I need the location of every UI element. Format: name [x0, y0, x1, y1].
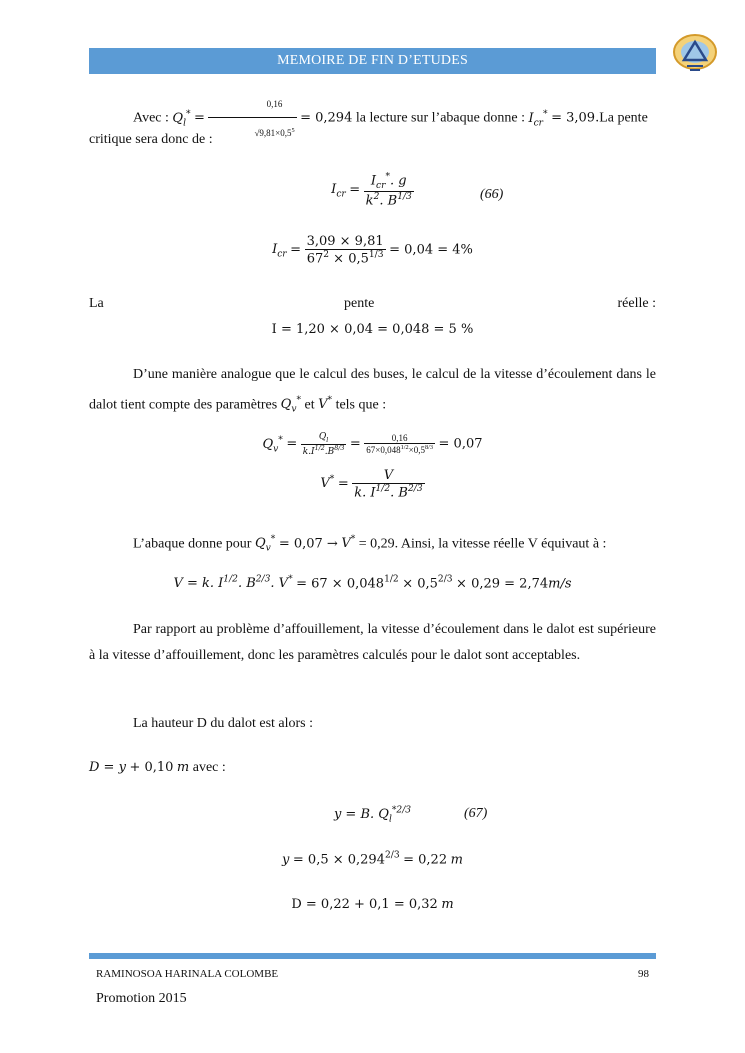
pente-mid: pente: [344, 296, 375, 311]
footer-promotion: Promotion 2015: [96, 991, 187, 1006]
v-result-2: × 0,5: [402, 576, 438, 592]
footer-author: RAMINOSOA HARINALA COLOMBE: [96, 968, 279, 980]
paragraph-vitesse: D’une manière analogue que le calcul des buses, le calcul de la vitesse d’écoulement dans le dalot tient compte des paramètres $Q_v^*$ et V* tels que :: [89, 367, 657, 415]
equation-qv: $Q_v^*$ = $\frac{Q_l}{k.I^{1/2}.B^{8/3}}$ = $\frac{0,16}{67\times 0,048^{1/2}\times 0,5^{8/3}}$ = 0,07: [262, 432, 483, 457]
vitesse-line1: D’une manière analogue que le calcul des buses, le calcul de la vitesse d’écoulement: [133, 367, 613, 382]
footer-divider: [89, 953, 656, 959]
avec-label: Avec :: [133, 110, 169, 126]
equation-v: V = k. $I^{1/2}$. $B^{2/3}$. $V^* = 67 \times 0,048^{1/2} \times 0,5^{2/3} \times 0,29 = 2,74m/s$: [173, 575, 572, 592]
paragraph-affouillement: Par rapport au problème d’affouillement, la vitesse d’écoulement dans le dalot est supérieure à la vitesse d’affouillement, donc les paramètres calculés pour le dalot sont acceptables.: [89, 622, 656, 663]
y-result: = 0,22: [403, 852, 448, 868]
equation-v-star: V* = $\frac{V}{k. I^{1/2}. B^{2/3}}$: [320, 468, 423, 501]
v-result-3: × 0,29 = 2,74: [456, 576, 549, 592]
et-text: et: [304, 397, 315, 413]
equation-icr-numeric: $I_{cr}$ = $\frac{3,09 \times 9,81}{67^2 \times 0,5^{1/3}}$ = 0,04 = 4%: [272, 234, 473, 267]
vitesse-line2a: dans le dalot tient compte des paramètres: [89, 367, 657, 413]
pente-left: La: [89, 296, 104, 311]
icr-result: = 0,04 = 4%: [389, 242, 473, 258]
equation-number-66: (66): [480, 187, 504, 202]
equation-d-final: D = 0,22 + 0,1 = 0,32 m: [291, 897, 454, 912]
fraction-ql: $\frac{0,16}{√9,81\times 0,5^5}$: [208, 91, 296, 146]
equation-67: y = B. $Q_l^{*2/3}$: [333, 806, 412, 825]
equation-d-def: D = y + 0,10 m avec :: [89, 760, 226, 775]
abaque-qv-c: = 0,29. Ainsi, la vitesse réelle V équivaut à :: [358, 536, 607, 552]
vitesse-line2b: tels que :: [335, 397, 387, 413]
paragraph-critique: critique sera donc de :: [89, 132, 213, 147]
qv-result: = 0,07: [438, 436, 483, 452]
university-logo-icon: [672, 30, 718, 80]
equation-number-67: (67): [464, 806, 488, 821]
document-header: MEMOIRE DE FIN D’ETUDES: [89, 48, 656, 74]
equation-i: I = 1,20 × 0,04 = 0,048 = 5 %: [271, 322, 474, 337]
v-unit: m/s: [548, 576, 572, 592]
equation-y: $y = 0,5 \times 0,294^{2/3} = 0,22$ m: [282, 851, 463, 868]
paragraph-abaque-qv: L’abaque donne pour $Q_v^* = 0,07 \to V^* = 0,29$. Ainsi, la vitesse réelle V équivaut à :: [133, 535, 607, 554]
avec-d-label: avec :: [192, 760, 226, 775]
abaque-qv-b: = 0,07 →: [278, 536, 338, 552]
v-result-1: = 67 × 0,048: [296, 576, 385, 592]
pente-right: réelle :: [617, 296, 656, 311]
y-text: = 0,5 × 0,294: [292, 852, 385, 868]
abaque-text: la lecture sur l’abaque donne :: [355, 110, 525, 126]
page-number: 98: [638, 968, 649, 980]
paragraph-hauteur: La hauteur D du dalot est alors :: [133, 716, 314, 731]
abaque-qv-a: L’abaque donne pour: [133, 536, 252, 552]
pente-text: La pente: [599, 110, 648, 126]
d-final-text: D = 0,22 + 0,1 = 0,32: [291, 897, 438, 912]
paragraph-abaque: Avec : $Q_l^*$ = $\frac{0,16}{√9,81\times 0,5^5}$ = 0,294 la lecture sur l’abaque donne : $I_{cr}^* = 3,09.La$ pente: [89, 91, 656, 146]
icr-value: = 3,09.: [551, 110, 600, 126]
equation-66: $I_{cr}$ = $\frac{I_{cr}^*. g}{k^2. B^{1/3}}$: [331, 172, 412, 209]
